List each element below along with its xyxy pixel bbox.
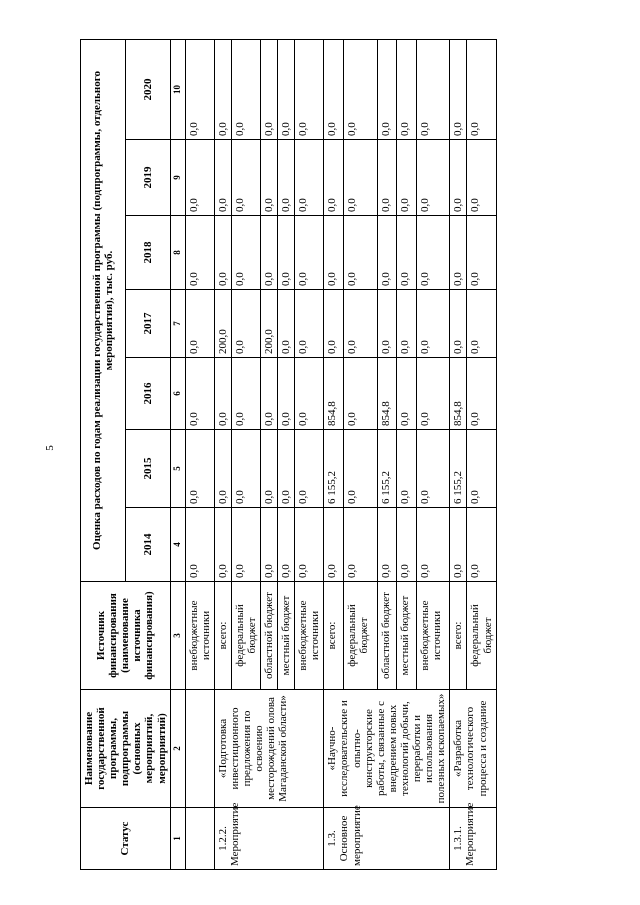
column-number: 4 (170, 508, 185, 582)
value-cell: 0,0 (214, 358, 231, 430)
value-cell: 0,0 (278, 290, 295, 358)
source-cell: федеральный бюджет (467, 582, 496, 690)
value-cell: 0,0 (295, 216, 324, 290)
name-cell: «Подготовка инвестиционного предложения по освоению месторождений олова Магаданской области» (214, 690, 324, 808)
value-cell: 0,0 (344, 358, 378, 430)
value-cell: 0,0 (214, 216, 231, 290)
value-cell: 854,8 (377, 358, 397, 430)
value-cell: 0,0 (231, 140, 260, 216)
value-cell: 0,0 (344, 430, 378, 508)
table-row (324, 40, 344, 870)
header-year: 2016 (125, 358, 170, 430)
page-number: 5 (44, 445, 56, 451)
value-cell: 0,0 (261, 508, 278, 582)
value-cell: 0,0 (295, 358, 324, 430)
column-number: 3 (170, 582, 185, 690)
value-cell: 0,0 (416, 508, 450, 582)
value-cell: 0,0 (416, 40, 450, 140)
value-cell: 0,0 (185, 140, 214, 216)
status-cell (185, 808, 214, 870)
value-cell: 0,0 (278, 358, 295, 430)
value-cell: 0,0 (397, 40, 417, 140)
status-cell: 1.2.2. Мероприятие (214, 808, 324, 870)
value-cell: 0,0 (231, 290, 260, 358)
value-cell: 0,0 (377, 508, 397, 582)
name-cell: «Научно-исследовательские и опытно-конструкторские работы, связанные с внедрением новых технологий добычи, переработки и использования полезных ископаемых» (324, 690, 450, 808)
status-cell: 1.3.1. Мероприятие (450, 808, 496, 870)
source-cell: всего: (324, 582, 344, 690)
value-cell: 0,0 (467, 40, 496, 140)
value-cell: 0,0 (450, 40, 467, 140)
value-cell: 0,0 (231, 358, 260, 430)
value-cell: 0,0 (344, 508, 378, 582)
value-cell: 0,0 (416, 140, 450, 216)
table-row (450, 40, 467, 870)
value-cell: 0,0 (450, 216, 467, 290)
value-cell: 0,0 (261, 430, 278, 508)
header-source: Источник финансирования (наименование источника финансирования) (81, 582, 171, 690)
value-cell: 0,0 (295, 40, 324, 140)
header-year: 2014 (125, 508, 170, 582)
value-cell: 0,0 (467, 508, 496, 582)
value-cell: 0,0 (467, 430, 496, 508)
value-cell: 0,0 (344, 216, 378, 290)
value-cell: 0,0 (278, 508, 295, 582)
value-cell: 0,0 (450, 290, 467, 358)
value-cell: 0,0 (377, 216, 397, 290)
header-year: 2019 (125, 140, 170, 216)
value-cell: 0,0 (397, 140, 417, 216)
value-cell: 0,0 (416, 216, 450, 290)
value-cell: 0,0 (185, 290, 214, 358)
value-cell: 0,0 (278, 140, 295, 216)
value-cell: 6 155,2 (450, 430, 467, 508)
header-year: 2020 (125, 40, 170, 140)
header-status: Статус (81, 808, 171, 870)
source-cell: федеральный бюджет (231, 582, 260, 690)
value-cell: 854,8 (324, 358, 344, 430)
source-cell: внебюджетные источники (295, 582, 324, 690)
value-cell: 0,0 (416, 290, 450, 358)
value-cell: 0,0 (295, 290, 324, 358)
value-cell: 0,0 (278, 216, 295, 290)
value-cell: 0,0 (231, 40, 260, 140)
header-estimate: Оценка расходов по годам реализации государственной программы (подпрограммы, отдельного мероприятия), тыс. руб. (81, 40, 126, 582)
value-cell: 0,0 (450, 508, 467, 582)
value-cell: 0,0 (467, 358, 496, 430)
value-cell: 0,0 (295, 430, 324, 508)
column-number: 8 (170, 216, 185, 290)
column-number: 5 (170, 430, 185, 508)
source-cell: внебюджетные источники (185, 582, 214, 690)
value-cell: 0,0 (214, 430, 231, 508)
column-number: 6 (170, 358, 185, 430)
value-cell: 0,0 (344, 40, 378, 140)
value-cell: 6 155,2 (324, 430, 344, 508)
column-number: 2 (170, 690, 185, 808)
column-number: 10 (170, 40, 185, 140)
value-cell: 0,0 (278, 40, 295, 140)
table-canvas (80, 40, 560, 870)
column-number: 9 (170, 140, 185, 216)
value-cell: 6 155,2 (377, 430, 397, 508)
value-cell: 0,0 (377, 40, 397, 140)
source-cell: областной бюджет (261, 582, 278, 690)
value-cell: 0,0 (324, 216, 344, 290)
source-cell: областной бюджет (377, 582, 397, 690)
column-numbers-row (170, 40, 185, 870)
value-cell: 0,0 (261, 358, 278, 430)
value-cell: 0,0 (397, 290, 417, 358)
source-cell: всего: (450, 582, 467, 690)
value-cell: 0,0 (214, 140, 231, 216)
value-cell: 0,0 (397, 216, 417, 290)
header-year: 2015 (125, 430, 170, 508)
source-cell: федеральный бюджет (344, 582, 378, 690)
value-cell: 0,0 (185, 508, 214, 582)
expenditure-table (80, 39, 497, 870)
value-cell: 0,0 (467, 140, 496, 216)
value-cell: 0,0 (467, 290, 496, 358)
rotated-page (80, 30, 560, 870)
source-cell: местный бюджет (278, 582, 295, 690)
table-row (214, 40, 231, 870)
value-cell: 0,0 (214, 508, 231, 582)
value-cell: 0,0 (261, 140, 278, 216)
table-row (185, 40, 214, 870)
column-number: 7 (170, 290, 185, 358)
name-cell (185, 690, 214, 808)
value-cell: 0,0 (261, 40, 278, 140)
value-cell: 0,0 (295, 140, 324, 216)
value-cell: 0,0 (185, 216, 214, 290)
value-cell: 0,0 (214, 40, 231, 140)
value-cell: 0,0 (344, 290, 378, 358)
value-cell: 0,0 (185, 358, 214, 430)
value-cell: 0,0 (397, 430, 417, 508)
source-cell: всего: (214, 582, 231, 690)
source-cell: внебюджетные источники (416, 582, 450, 690)
value-cell: 0,0 (231, 508, 260, 582)
value-cell: 0,0 (324, 290, 344, 358)
status-cell: 1.3. Основное мероприятие (324, 808, 450, 870)
value-cell: 0,0 (344, 140, 378, 216)
source-cell: местный бюджет (397, 582, 417, 690)
column-number: 1 (170, 808, 185, 870)
value-cell: 0,0 (278, 430, 295, 508)
name-cell: «Разработка технологического процесса и создание (450, 690, 496, 808)
value-cell: 200,0 (214, 290, 231, 358)
value-cell: 0,0 (416, 358, 450, 430)
header-year: 2017 (125, 290, 170, 358)
value-cell: 0,0 (231, 216, 260, 290)
value-cell: 0,0 (231, 430, 260, 508)
value-cell: 0,0 (324, 40, 344, 140)
value-cell: 854,8 (450, 358, 467, 430)
header-year: 2018 (125, 216, 170, 290)
value-cell: 0,0 (397, 358, 417, 430)
value-cell: 0,0 (377, 140, 397, 216)
value-cell: 0,0 (324, 140, 344, 216)
value-cell: 0,0 (450, 140, 467, 216)
value-cell: 0,0 (397, 508, 417, 582)
value-cell: 200,0 (261, 290, 278, 358)
header-row (81, 40, 126, 870)
value-cell: 0,0 (467, 216, 496, 290)
value-cell: 0,0 (416, 430, 450, 508)
value-cell: 0,0 (295, 508, 324, 582)
value-cell: 0,0 (324, 508, 344, 582)
header-name: Наименование государственной программы, подпрограммы (основных мероприятий, мероприятий) (81, 690, 171, 808)
value-cell: 0,0 (377, 290, 397, 358)
value-cell: 0,0 (261, 216, 278, 290)
value-cell: 0,0 (185, 40, 214, 140)
value-cell: 0,0 (185, 430, 214, 508)
